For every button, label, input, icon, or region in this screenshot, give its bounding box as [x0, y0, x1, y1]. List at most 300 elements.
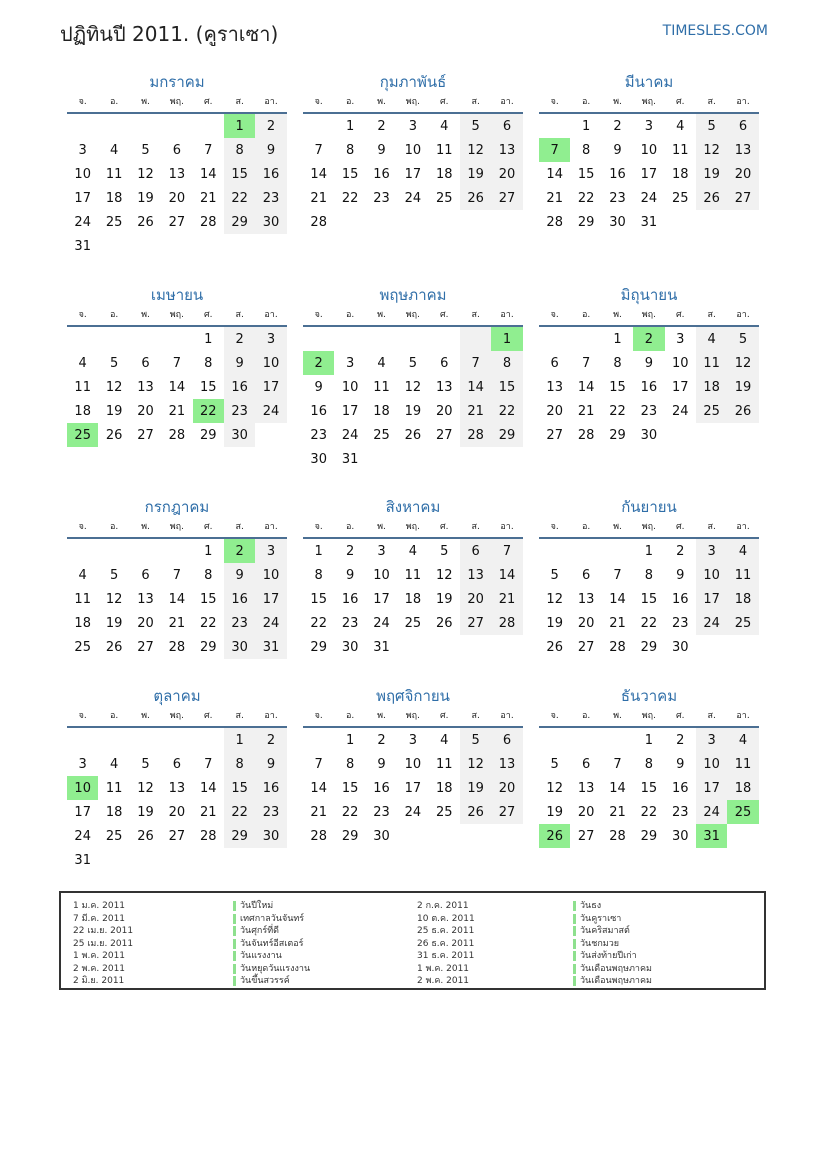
day-cell[interactable]: 27 [546, 427, 563, 443]
day-cell[interactable]: 27 [491, 186, 522, 210]
day-cell[interactable]: 11 [696, 351, 727, 375]
day-cell[interactable]: 26 [435, 615, 453, 631]
day-cell[interactable]: 2 [676, 543, 685, 559]
day-cell[interactable]: 9 [224, 563, 255, 587]
day-cell[interactable]: 13 [168, 780, 186, 796]
day-cell[interactable]: 26 [546, 639, 563, 655]
day-cell[interactable]: 28 [546, 214, 563, 230]
day-cell[interactable]: 18 [727, 776, 758, 800]
day-cell[interactable]: 20 [137, 615, 154, 631]
day-cell[interactable]: 16 [640, 379, 658, 395]
day-cell[interactable]: 20 [727, 162, 758, 186]
day-cell[interactable]: 13 [168, 166, 186, 182]
day-cell[interactable]: 6 [581, 567, 591, 583]
day-cell[interactable]: 16 [609, 166, 626, 182]
day-cell[interactable]: 4 [408, 543, 417, 559]
day-cell[interactable]: 20 [491, 776, 522, 800]
day-cell[interactable]: 29 [199, 639, 217, 655]
day-cell[interactable]: 30 [671, 828, 689, 844]
day-cell[interactable]: 10 [696, 752, 727, 776]
day-cell[interactable]: 30 [224, 423, 255, 447]
day-cell[interactable]: 19 [460, 162, 491, 186]
day-cell[interactable]: 31 [74, 852, 91, 868]
day-cell[interactable]: 11 [435, 142, 453, 158]
day-cell[interactable]: 3 [255, 327, 286, 351]
day-cell[interactable]: 12 [137, 780, 154, 796]
day-cell[interactable]: 15 [310, 591, 327, 607]
day-cell[interactable]: 7 [491, 539, 522, 563]
day-cell[interactable]: 2 [224, 539, 255, 563]
day-cell[interactable]: 5 [109, 567, 119, 583]
day-cell[interactable]: 24 [74, 828, 91, 844]
day-cell[interactable]: 18 [696, 375, 727, 399]
day-cell[interactable]: 21 [460, 399, 491, 423]
day-cell[interactable]: 15 [609, 379, 626, 395]
day-cell[interactable]: 5 [460, 728, 491, 752]
day-cell[interactable]: 16 [341, 591, 359, 607]
day-cell[interactable]: 7 [314, 142, 323, 158]
day-cell[interactable]: 25 [105, 214, 123, 230]
day-cell[interactable]: 25 [105, 828, 123, 844]
day-cell[interactable]: 29 [224, 210, 255, 234]
day-cell[interactable]: 16 [310, 403, 327, 419]
day-cell[interactable]: 3 [78, 756, 87, 772]
day-cell[interactable]: 8 [581, 142, 591, 158]
day-cell[interactable]: 24 [341, 427, 359, 443]
day-cell[interactable]: 20 [577, 615, 595, 631]
day-cell[interactable]: 31 [373, 639, 390, 655]
day-cell[interactable]: 3 [345, 355, 355, 371]
day-cell[interactable]: 22 [224, 186, 255, 210]
day-cell[interactable]: 28 [577, 427, 595, 443]
day-cell[interactable]: 6 [141, 355, 150, 371]
day-cell[interactable]: 10 [255, 351, 286, 375]
day-cell[interactable]: 2 [633, 327, 664, 351]
day-cell[interactable]: 17 [404, 780, 422, 796]
day-cell[interactable]: 4 [696, 327, 727, 351]
day-cell[interactable]: 20 [546, 403, 563, 419]
day-cell[interactable]: 25 [74, 639, 91, 655]
day-cell[interactable]: 2 [224, 327, 255, 351]
day-cell[interactable]: 5 [550, 567, 559, 583]
day-cell[interactable]: 15 [199, 379, 217, 395]
day-cell[interactable]: 18 [727, 587, 758, 611]
day-cell[interactable]: 28 [199, 828, 217, 844]
day-cell[interactable]: 19 [546, 804, 563, 820]
day-cell[interactable]: 24 [74, 214, 91, 230]
day-cell[interactable]: 27 [168, 214, 186, 230]
day-cell[interactable]: 15 [341, 780, 359, 796]
day-cell[interactable]: 29 [640, 639, 658, 655]
day-cell[interactable]: 3 [644, 118, 653, 134]
day-cell[interactable]: 6 [141, 567, 150, 583]
day-cell[interactable]: 19 [546, 615, 563, 631]
day-cell[interactable]: 21 [168, 403, 186, 419]
day-cell[interactable]: 3 [676, 331, 685, 347]
day-cell[interactable]: 29 [341, 828, 359, 844]
day-cell[interactable]: 12 [727, 351, 758, 375]
day-cell[interactable]: 4 [109, 756, 119, 772]
day-cell[interactable]: 9 [377, 756, 386, 772]
day-cell[interactable]: 3 [255, 539, 286, 563]
day-cell[interactable]: 28 [199, 214, 217, 230]
site-link[interactable]: TIMESLES.COM [662, 23, 768, 39]
day-cell[interactable]: 29 [491, 423, 522, 447]
day-cell[interactable]: 10 [696, 563, 727, 587]
day-cell[interactable]: 26 [460, 186, 491, 210]
day-cell[interactable]: 9 [224, 351, 255, 375]
day-cell[interactable]: 1 [491, 327, 522, 351]
day-cell[interactable]: 4 [109, 142, 119, 158]
day-cell[interactable]: 16 [373, 166, 390, 182]
day-cell[interactable]: 3 [408, 732, 417, 748]
day-cell[interactable]: 20 [491, 162, 522, 186]
day-cell[interactable]: 22 [491, 399, 522, 423]
day-cell[interactable]: 29 [224, 824, 255, 848]
day-cell[interactable]: 8 [491, 351, 522, 375]
day-cell[interactable]: 18 [74, 615, 91, 631]
day-cell[interactable]: 10 [671, 355, 689, 371]
day-cell[interactable]: 3 [377, 543, 386, 559]
day-cell[interactable]: 15 [224, 162, 255, 186]
day-cell[interactable]: 26 [404, 427, 422, 443]
day-cell[interactable]: 22 [640, 804, 658, 820]
day-cell[interactable]: 23 [373, 190, 390, 206]
day-cell[interactable]: 30 [640, 427, 658, 443]
day-cell[interactable]: 24 [373, 615, 390, 631]
day-cell[interactable]: 29 [310, 639, 327, 655]
day-cell[interactable]: 13 [577, 591, 595, 607]
day-cell[interactable]: 16 [671, 591, 689, 607]
day-cell[interactable]: 6 [581, 756, 591, 772]
day-cell[interactable]: 17 [255, 587, 286, 611]
day-cell[interactable]: 6 [491, 114, 522, 138]
day-cell[interactable]: 17 [696, 776, 727, 800]
day-cell[interactable]: 5 [141, 142, 150, 158]
day-cell[interactable]: 18 [671, 166, 689, 182]
day-cell[interactable]: 14 [577, 379, 595, 395]
day-cell[interactable]: 13 [435, 379, 453, 395]
day-cell[interactable]: 8 [644, 567, 653, 583]
day-cell[interactable]: 22 [640, 615, 658, 631]
day-cell[interactable]: 19 [404, 403, 422, 419]
day-cell[interactable]: 5 [408, 355, 417, 371]
day-cell[interactable]: 7 [204, 142, 213, 158]
day-cell[interactable]: 19 [727, 375, 758, 399]
day-cell[interactable]: 10 [373, 567, 390, 583]
day-cell[interactable]: 9 [613, 142, 622, 158]
day-cell[interactable]: 9 [676, 567, 685, 583]
day-cell[interactable]: 27 [137, 639, 154, 655]
day-cell[interactable]: 27 [460, 611, 491, 635]
day-cell[interactable]: 28 [609, 828, 626, 844]
day-cell[interactable]: 27 [168, 828, 186, 844]
day-cell[interactable]: 18 [404, 591, 422, 607]
day-cell[interactable]: 8 [204, 355, 213, 371]
day-cell[interactable]: 27 [435, 427, 453, 443]
day-cell[interactable]: 16 [255, 162, 286, 186]
day-cell[interactable]: 15 [224, 776, 255, 800]
day-cell[interactable]: 23 [224, 399, 255, 423]
day-cell[interactable]: 30 [224, 635, 255, 659]
day-cell[interactable]: 9 [255, 752, 286, 776]
day-cell[interactable]: 23 [255, 186, 286, 210]
day-cell[interactable]: 24 [640, 190, 658, 206]
day-cell[interactable]: 8 [204, 567, 213, 583]
day-cell[interactable]: 26 [137, 828, 154, 844]
day-cell[interactable]: 13 [727, 138, 758, 162]
day-cell[interactable]: 21 [310, 804, 327, 820]
day-cell[interactable]: 12 [460, 752, 491, 776]
day-cell[interactable]: 24 [255, 611, 286, 635]
day-cell[interactable]: 14 [310, 780, 327, 796]
day-cell[interactable]: 25 [67, 423, 98, 447]
day-cell[interactable]: 19 [460, 776, 491, 800]
day-cell[interactable]: 13 [577, 780, 595, 796]
day-cell[interactable]: 9 [255, 138, 286, 162]
day-cell[interactable]: 4 [377, 355, 386, 371]
day-cell[interactable]: 10 [640, 142, 658, 158]
day-cell[interactable]: 10 [404, 142, 422, 158]
day-cell[interactable]: 14 [546, 166, 563, 182]
day-cell[interactable]: 12 [137, 166, 154, 182]
day-cell[interactable]: 28 [310, 214, 327, 230]
day-cell[interactable]: 7 [613, 756, 622, 772]
day-cell[interactable]: 23 [671, 804, 689, 820]
day-cell[interactable]: 19 [137, 190, 154, 206]
day-cell[interactable]: 3 [78, 142, 87, 158]
day-cell[interactable]: 14 [609, 591, 626, 607]
day-cell[interactable]: 24 [404, 804, 422, 820]
day-cell[interactable]: 26 [696, 186, 727, 210]
day-cell[interactable]: 14 [609, 780, 626, 796]
day-cell[interactable]: 13 [491, 752, 522, 776]
day-cell[interactable]: 24 [404, 190, 422, 206]
day-cell[interactable]: 17 [255, 375, 286, 399]
day-cell[interactable]: 5 [727, 327, 758, 351]
day-cell[interactable]: 29 [640, 828, 658, 844]
day-cell[interactable]: 25 [404, 615, 422, 631]
day-cell[interactable]: 7 [539, 138, 570, 162]
day-cell[interactable]: 1 [644, 543, 653, 559]
day-cell[interactable]: 1 [644, 732, 653, 748]
day-cell[interactable]: 18 [105, 190, 123, 206]
day-cell[interactable]: 23 [373, 804, 390, 820]
day-cell[interactable]: 12 [105, 591, 123, 607]
day-cell[interactable]: 1 [581, 118, 591, 134]
day-cell[interactable]: 19 [137, 804, 154, 820]
day-cell[interactable]: 28 [310, 828, 327, 844]
day-cell[interactable]: 16 [373, 780, 390, 796]
day-cell[interactable]: 6 [727, 114, 758, 138]
day-cell[interactable]: 14 [168, 379, 186, 395]
day-cell[interactable]: 13 [491, 138, 522, 162]
day-cell[interactable]: 8 [613, 355, 622, 371]
day-cell[interactable]: 11 [105, 780, 123, 796]
day-cell[interactable]: 9 [676, 756, 685, 772]
day-cell[interactable]: 8 [314, 567, 323, 583]
day-cell[interactable]: 28 [460, 423, 491, 447]
day-cell[interactable]: 2 [377, 732, 386, 748]
day-cell[interactable]: 28 [491, 611, 522, 635]
day-cell[interactable]: 19 [435, 591, 453, 607]
day-cell[interactable]: 27 [577, 639, 595, 655]
day-cell[interactable]: 20 [137, 403, 154, 419]
day-cell[interactable]: 22 [609, 403, 626, 419]
day-cell[interactable]: 18 [373, 403, 390, 419]
day-cell[interactable]: 20 [168, 804, 186, 820]
day-cell[interactable]: 12 [460, 138, 491, 162]
day-cell[interactable]: 15 [577, 166, 595, 182]
day-cell[interactable]: 5 [696, 114, 727, 138]
day-cell[interactable]: 8 [644, 756, 653, 772]
day-cell[interactable]: 24 [696, 800, 727, 824]
day-cell[interactable]: 8 [345, 142, 355, 158]
day-cell[interactable]: 25 [671, 190, 689, 206]
day-cell[interactable]: 10 [67, 776, 98, 800]
day-cell[interactable]: 1 [314, 543, 323, 559]
day-cell[interactable]: 25 [435, 190, 453, 206]
day-cell[interactable]: 25 [435, 804, 453, 820]
day-cell[interactable]: 16 [671, 780, 689, 796]
day-cell[interactable]: 6 [172, 756, 181, 772]
day-cell[interactable]: 23 [255, 800, 286, 824]
day-cell[interactable]: 1 [224, 114, 255, 138]
day-cell[interactable]: 9 [644, 355, 653, 371]
day-cell[interactable]: 11 [373, 379, 390, 395]
day-cell[interactable]: 7 [204, 756, 213, 772]
day-cell[interactable]: 22 [341, 804, 359, 820]
day-cell[interactable]: 22 [310, 615, 327, 631]
day-cell[interactable]: 10 [404, 756, 422, 772]
day-cell[interactable]: 26 [105, 427, 123, 443]
day-cell[interactable]: 26 [137, 214, 154, 230]
day-cell[interactable]: 31 [255, 635, 286, 659]
day-cell[interactable]: 30 [671, 639, 689, 655]
day-cell[interactable]: 4 [727, 539, 758, 563]
day-cell[interactable]: 15 [341, 166, 359, 182]
day-cell[interactable]: 28 [609, 639, 626, 655]
day-cell[interactable]: 16 [224, 587, 255, 611]
day-cell[interactable]: 24 [696, 611, 727, 635]
day-cell[interactable]: 20 [577, 804, 595, 820]
day-cell[interactable]: 13 [460, 563, 491, 587]
day-cell[interactable]: 1 [204, 331, 213, 347]
day-cell[interactable]: 28 [168, 639, 186, 655]
day-cell[interactable]: 14 [310, 166, 327, 182]
day-cell[interactable]: 21 [199, 190, 217, 206]
day-cell[interactable]: 2 [255, 728, 286, 752]
day-cell[interactable]: 2 [303, 351, 334, 375]
day-cell[interactable]: 12 [105, 379, 123, 395]
day-cell[interactable]: 19 [105, 403, 123, 419]
day-cell[interactable]: 8 [345, 756, 355, 772]
day-cell[interactable]: 11 [727, 752, 758, 776]
day-cell[interactable]: 25 [696, 399, 727, 423]
day-cell[interactable]: 1 [345, 118, 355, 134]
day-cell[interactable]: 25 [727, 800, 758, 824]
day-cell[interactable]: 8 [224, 138, 255, 162]
day-cell[interactable]: 22 [199, 615, 217, 631]
day-cell[interactable]: 6 [172, 142, 181, 158]
day-cell[interactable]: 12 [546, 591, 563, 607]
day-cell[interactable]: 16 [224, 375, 255, 399]
day-cell[interactable]: 9 [314, 379, 323, 395]
day-cell[interactable]: 15 [640, 591, 658, 607]
day-cell[interactable]: 5 [550, 756, 559, 772]
day-cell[interactable]: 15 [491, 375, 522, 399]
day-cell[interactable]: 11 [74, 591, 91, 607]
day-cell[interactable]: 24 [671, 403, 689, 419]
day-cell[interactable]: 17 [74, 804, 91, 820]
day-cell[interactable]: 21 [609, 615, 626, 631]
day-cell[interactable]: 31 [341, 451, 359, 467]
day-cell[interactable]: 11 [435, 756, 453, 772]
day-cell[interactable]: 21 [168, 615, 186, 631]
day-cell[interactable]: 27 [577, 828, 595, 844]
day-cell[interactable]: 14 [168, 591, 186, 607]
day-cell[interactable]: 18 [435, 166, 453, 182]
day-cell[interactable]: 17 [671, 379, 689, 395]
day-cell[interactable]: 5 [440, 543, 449, 559]
day-cell[interactable]: 11 [727, 563, 758, 587]
day-cell[interactable]: 30 [373, 828, 390, 844]
day-cell[interactable]: 20 [460, 587, 491, 611]
day-cell[interactable]: 23 [640, 403, 658, 419]
day-cell[interactable]: 7 [581, 355, 591, 371]
day-cell[interactable]: 14 [199, 166, 217, 182]
day-cell[interactable]: 29 [577, 214, 595, 230]
day-cell[interactable]: 17 [373, 591, 390, 607]
day-cell[interactable]: 15 [199, 591, 217, 607]
day-cell[interactable]: 28 [168, 427, 186, 443]
day-cell[interactable]: 29 [199, 427, 217, 443]
day-cell[interactable]: 14 [491, 563, 522, 587]
day-cell[interactable]: 3 [696, 539, 727, 563]
day-cell[interactable]: 22 [577, 190, 595, 206]
day-cell[interactable]: 8 [224, 752, 255, 776]
day-cell[interactable]: 26 [727, 399, 758, 423]
day-cell[interactable]: 4 [78, 567, 87, 583]
day-cell[interactable]: 13 [546, 379, 563, 395]
day-cell[interactable]: 14 [199, 780, 217, 796]
day-cell[interactable]: 2 [377, 118, 386, 134]
day-cell[interactable]: 2 [676, 732, 685, 748]
day-cell[interactable]: 5 [109, 355, 119, 371]
day-cell[interactable]: 12 [435, 567, 453, 583]
day-cell[interactable]: 1 [224, 728, 255, 752]
day-cell[interactable]: 17 [74, 190, 91, 206]
day-cell[interactable]: 13 [137, 379, 154, 395]
day-cell[interactable]: 18 [435, 780, 453, 796]
day-cell[interactable]: 17 [640, 166, 658, 182]
day-cell[interactable]: 21 [310, 190, 327, 206]
day-cell[interactable]: 7 [172, 567, 181, 583]
day-cell[interactable]: 31 [640, 214, 658, 230]
day-cell[interactable]: 26 [105, 639, 123, 655]
day-cell[interactable]: 24 [255, 399, 286, 423]
day-cell[interactable]: 11 [671, 142, 689, 158]
day-cell[interactable]: 7 [460, 351, 491, 375]
day-cell[interactable]: 18 [74, 403, 91, 419]
day-cell[interactable]: 13 [137, 591, 154, 607]
day-cell[interactable]: 21 [546, 190, 563, 206]
day-cell[interactable]: 23 [609, 190, 626, 206]
day-cell[interactable]: 22 [341, 190, 359, 206]
day-cell[interactable]: 1 [613, 331, 622, 347]
day-cell[interactable]: 5 [460, 114, 491, 138]
day-cell[interactable]: 12 [404, 379, 422, 395]
